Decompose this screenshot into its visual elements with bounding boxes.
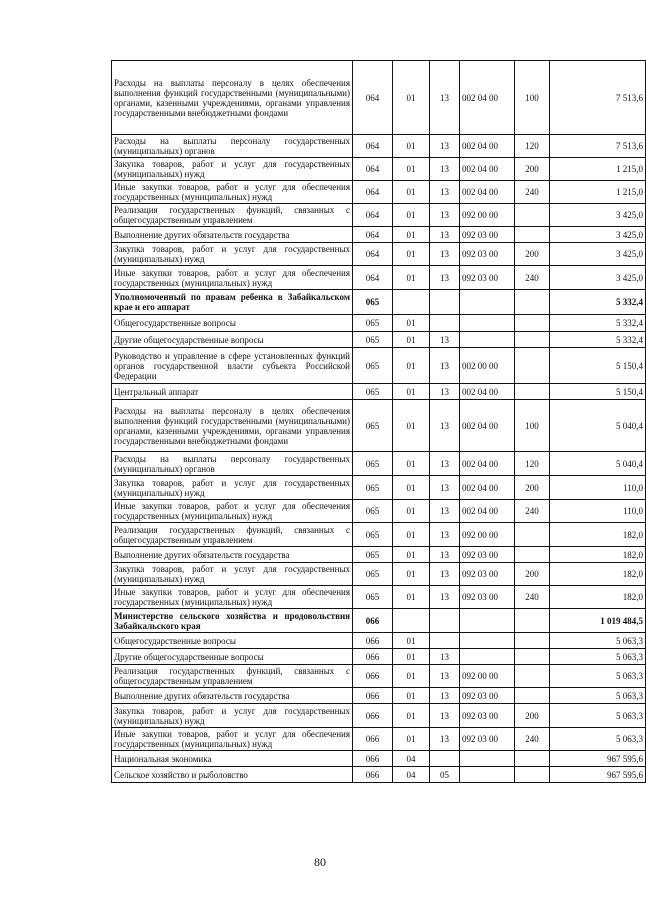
expense-type-cell [515, 290, 550, 315]
ministry-code-cell: 064 [353, 135, 393, 158]
table-row [112, 61, 646, 135]
section-code-cell: 01 [393, 547, 430, 563]
row-name-cell: Иные закупки товаров, работ и услуг для обеспечения государственных (муниципальных) нужд [112, 266, 353, 290]
amount-cell: 967 595,6 [550, 751, 646, 767]
section-code-cell: 01 [393, 665, 430, 688]
subsection-code-cell: 13 [430, 332, 460, 348]
subsection-code-cell: 13 [430, 563, 460, 586]
target-item-cell [460, 767, 515, 783]
amount-cell: 5 063,3 [550, 649, 646, 665]
table-row [112, 384, 646, 400]
target-item-cell: 092 03 00 [460, 243, 515, 266]
row-name-cell: Общегосударственные вопросы [112, 633, 353, 649]
section-code-cell: 01 [393, 400, 430, 452]
amount-cell: 182,0 [550, 523, 646, 547]
subsection-code-cell: 13 [430, 688, 460, 704]
ministry-code-cell: 064 [353, 158, 393, 181]
row-name-cell: Расходы на выплаты персоналу государственных (муниципальных) органов [112, 135, 353, 158]
target-item-cell [460, 315, 515, 332]
target-item-cell [460, 649, 515, 665]
subsection-code-cell: 13 [430, 704, 460, 728]
row-name-cell: Выполнение других обязательств государства [112, 227, 353, 243]
row-name-cell: Выполнение других обязательств государства [112, 688, 353, 704]
section-code-cell: 01 [393, 500, 430, 523]
table-row [112, 688, 646, 704]
target-item-cell: 092 03 00 [460, 704, 515, 728]
subsection-code-cell [430, 315, 460, 332]
section-code-cell [393, 290, 430, 315]
expense-type-cell: 240 [515, 728, 550, 751]
amount-cell: 5 150,4 [550, 348, 646, 384]
target-item-cell: 092 03 00 [460, 688, 515, 704]
amount-cell: 5 332,4 [550, 315, 646, 332]
row-name-cell: Сельское хозяйство и рыболовство [112, 767, 353, 783]
table-row [112, 266, 646, 290]
amount-cell: 5 040,4 [550, 452, 646, 476]
expense-type-cell [515, 315, 550, 332]
subsection-code-cell: 13 [430, 586, 460, 609]
row-name-cell: Реализация государственных функций, связанных с общегосударственным управлением [112, 204, 353, 227]
ministry-code-cell: 066 [353, 609, 393, 633]
expense-type-cell [515, 751, 550, 767]
section-code-cell [393, 609, 430, 633]
row-name-cell: Закупка товаров, работ и услуг для государственных (муниципальных) нужд [112, 563, 353, 586]
ministry-code-cell: 065 [353, 547, 393, 563]
expense-type-cell [515, 547, 550, 563]
target-item-cell: 002 04 00 [460, 61, 515, 135]
target-item-cell [460, 633, 515, 649]
target-item-cell: 002 04 00 [460, 158, 515, 181]
row-name-cell: Выполнение других обязательств государства [112, 547, 353, 563]
ministry-code-cell: 066 [353, 649, 393, 665]
ministry-code-cell: 065 [353, 384, 393, 400]
expense-type-cell [515, 523, 550, 547]
table-row [112, 452, 646, 476]
expense-type-cell: 240 [515, 181, 550, 204]
ministry-code-cell: 065 [353, 315, 393, 332]
ministry-code-cell: 065 [353, 452, 393, 476]
row-name-cell: Центральный аппарат [112, 384, 353, 400]
expense-type-cell: 240 [515, 586, 550, 609]
amount-cell: 5 063,3 [550, 633, 646, 649]
subsection-code-cell: 13 [430, 158, 460, 181]
ministry-code-cell: 065 [353, 290, 393, 315]
amount-cell: 7 513,6 [550, 61, 646, 135]
subsection-code-cell: 13 [430, 665, 460, 688]
table-row [112, 609, 646, 633]
expense-type-cell [515, 348, 550, 384]
subsection-code-cell [430, 751, 460, 767]
target-item-cell: 002 04 00 [460, 452, 515, 476]
amount-cell: 3 425,0 [550, 204, 646, 227]
target-item-cell: 002 04 00 [460, 135, 515, 158]
section-code-cell: 04 [393, 751, 430, 767]
target-item-cell: 092 00 00 [460, 665, 515, 688]
ministry-code-cell: 065 [353, 476, 393, 500]
expense-type-cell [515, 649, 550, 665]
expense-type-cell: 120 [515, 452, 550, 476]
expense-type-cell [515, 332, 550, 348]
subsection-code-cell: 13 [430, 61, 460, 135]
expense-type-cell: 240 [515, 500, 550, 523]
section-code-cell: 01 [393, 384, 430, 400]
ministry-code-cell: 064 [353, 227, 393, 243]
amount-cell: 5 063,3 [550, 688, 646, 704]
section-code-cell: 01 [393, 243, 430, 266]
amount-cell: 1 215,0 [550, 158, 646, 181]
table-row [112, 227, 646, 243]
target-item-cell: 092 03 00 [460, 547, 515, 563]
target-item-cell: 092 00 00 [460, 523, 515, 547]
target-item-cell: 092 03 00 [460, 586, 515, 609]
subsection-code-cell [430, 609, 460, 633]
section-code-cell: 01 [393, 135, 430, 158]
target-item-cell: 002 04 00 [460, 500, 515, 523]
subsection-code-cell: 13 [430, 452, 460, 476]
amount-cell: 182,0 [550, 563, 646, 586]
ministry-code-cell: 065 [353, 586, 393, 609]
section-code-cell: 01 [393, 158, 430, 181]
row-name-cell: Национальная экономика [112, 751, 353, 767]
section-code-cell: 01 [393, 476, 430, 500]
row-name-cell: Другие общегосударственные вопросы [112, 332, 353, 348]
amount-cell: 5 063,3 [550, 665, 646, 688]
expense-type-cell: 200 [515, 476, 550, 500]
subsection-code-cell: 13 [430, 266, 460, 290]
expense-type-cell [515, 688, 550, 704]
subsection-code-cell: 13 [430, 400, 460, 452]
table-row [112, 523, 646, 547]
subsection-code-cell: 13 [430, 547, 460, 563]
row-name-cell: Расходы на выплаты персоналу в целях обеспечения выполнения функций государственными (муниципальными) органами, казенными учреждениями, органами управления государственными внебюджетными фондами [112, 61, 353, 135]
table-row [112, 704, 646, 728]
ministry-code-cell: 066 [353, 688, 393, 704]
subsection-code-cell [430, 633, 460, 649]
target-item-cell [460, 609, 515, 633]
subsection-code-cell: 13 [430, 523, 460, 547]
row-name-cell: Закупка товаров, работ и услуг для государственных (муниципальных) нужд [112, 476, 353, 500]
subsection-code-cell: 13 [430, 204, 460, 227]
table-row [112, 332, 646, 348]
budget-table-body [112, 61, 646, 783]
expense-type-cell [515, 227, 550, 243]
amount-cell: 967 595,6 [550, 767, 646, 783]
section-code-cell: 01 [393, 315, 430, 332]
section-code-cell: 01 [393, 586, 430, 609]
row-name-cell: Закупка товаров, работ и услуг для государственных (муниципальных) нужд [112, 243, 353, 266]
ministry-code-cell: 064 [353, 181, 393, 204]
section-code-cell: 01 [393, 563, 430, 586]
subsection-code-cell [430, 290, 460, 315]
target-item-cell: 092 03 00 [460, 728, 515, 751]
section-code-cell: 01 [393, 688, 430, 704]
ministry-code-cell: 066 [353, 767, 393, 783]
table-row [112, 665, 646, 688]
section-code-cell: 01 [393, 227, 430, 243]
ministry-code-cell: 065 [353, 523, 393, 547]
row-name-cell: Другие общегосударственные вопросы [112, 649, 353, 665]
subsection-code-cell: 13 [430, 181, 460, 204]
row-name-cell: Расходы на выплаты персоналу государственных (муниципальных) органов [112, 452, 353, 476]
subsection-code-cell: 13 [430, 649, 460, 665]
ministry-code-cell: 066 [353, 728, 393, 751]
target-item-cell: 092 03 00 [460, 563, 515, 586]
subsection-code-cell: 05 [430, 767, 460, 783]
ministry-code-cell: 066 [353, 704, 393, 728]
section-code-cell: 01 [393, 348, 430, 384]
target-item-cell [460, 290, 515, 315]
section-code-cell: 01 [393, 649, 430, 665]
target-item-cell [460, 751, 515, 767]
row-name-cell: Расходы на выплаты персоналу в целях обеспечения выполнения функций государственными (муниципальными) органами, казенными учреждениями, органами управления государственными внебюджетными фондами [112, 400, 353, 452]
amount-cell: 5 063,3 [550, 704, 646, 728]
table-row [112, 728, 646, 751]
table-row [112, 243, 646, 266]
row-name-cell: Руководство и управление в сфере установленных функций органов государственной власти субъекта Российской Федерации [112, 348, 353, 384]
target-item-cell: 092 00 00 [460, 204, 515, 227]
table-row [112, 158, 646, 181]
amount-cell: 1 215,0 [550, 181, 646, 204]
target-item-cell: 092 03 00 [460, 227, 515, 243]
ministry-code-cell: 066 [353, 751, 393, 767]
subsection-code-cell: 13 [430, 500, 460, 523]
amount-cell: 7 513,6 [550, 135, 646, 158]
row-name-cell: Министерство сельского хозяйства и продовольствия Забайкальского края [112, 609, 353, 633]
amount-cell: 3 425,0 [550, 243, 646, 266]
expense-type-cell [515, 609, 550, 633]
section-code-cell: 04 [393, 767, 430, 783]
expense-type-cell: 200 [515, 158, 550, 181]
target-item-cell: 092 03 00 [460, 266, 515, 290]
subsection-code-cell: 13 [430, 348, 460, 384]
subsection-code-cell: 13 [430, 384, 460, 400]
amount-cell: 5 150,4 [550, 384, 646, 400]
page-number: 80 [314, 855, 326, 869]
subsection-code-cell: 13 [430, 227, 460, 243]
ministry-code-cell: 065 [353, 563, 393, 586]
table-row [112, 649, 646, 665]
target-item-cell [460, 332, 515, 348]
section-code-cell: 01 [393, 332, 430, 348]
table-row [112, 751, 646, 767]
ministry-code-cell: 065 [353, 332, 393, 348]
section-code-cell: 01 [393, 61, 430, 135]
section-code-cell: 01 [393, 266, 430, 290]
target-item-cell: 002 00 00 [460, 348, 515, 384]
row-name-cell: Иные закупки товаров, работ и услуг для обеспечения государственных (муниципальных) нужд [112, 586, 353, 609]
ministry-code-cell: 066 [353, 665, 393, 688]
subsection-code-cell: 13 [430, 135, 460, 158]
expense-type-cell: 100 [515, 61, 550, 135]
section-code-cell: 01 [393, 728, 430, 751]
section-code-cell: 01 [393, 704, 430, 728]
expense-type-cell [515, 633, 550, 649]
expense-type-cell: 200 [515, 243, 550, 266]
expense-type-cell [515, 665, 550, 688]
section-code-cell: 01 [393, 452, 430, 476]
budget-table [111, 60, 646, 783]
table-row [112, 547, 646, 563]
table-row [112, 476, 646, 500]
amount-cell: 5 063,3 [550, 728, 646, 751]
table-row [112, 181, 646, 204]
amount-cell: 3 425,0 [550, 266, 646, 290]
expense-type-cell: 100 [515, 400, 550, 452]
section-code-cell: 01 [393, 204, 430, 227]
target-item-cell: 002 04 00 [460, 400, 515, 452]
amount-cell: 110,0 [550, 500, 646, 523]
amount-cell: 110,0 [550, 476, 646, 500]
row-name-cell: Иные закупки товаров, работ и услуг для обеспечения государственных (муниципальных) нужд [112, 500, 353, 523]
section-code-cell: 01 [393, 523, 430, 547]
amount-cell: 5 040,4 [550, 400, 646, 452]
expense-type-cell: 200 [515, 563, 550, 586]
amount-cell: 182,0 [550, 586, 646, 609]
row-name-cell: Иные закупки товаров, работ и услуг для обеспечения государственных (муниципальных) нужд [112, 728, 353, 751]
row-name-cell: Закупка товаров, работ и услуг для государственных (муниципальных) нужд [112, 704, 353, 728]
subsection-code-cell: 13 [430, 728, 460, 751]
amount-cell: 5 332,4 [550, 332, 646, 348]
expense-type-cell [515, 767, 550, 783]
expense-type-cell [515, 384, 550, 400]
table-row [112, 500, 646, 523]
table-row [112, 315, 646, 332]
table-row [112, 563, 646, 586]
section-code-cell: 01 [393, 633, 430, 649]
row-name-cell: Иные закупки товаров, работ и услуг для обеспечения государственных (муниципальных) нужд [112, 181, 353, 204]
table-row [112, 586, 646, 609]
table-row [112, 348, 646, 384]
target-item-cell: 002 04 00 [460, 181, 515, 204]
table-row [112, 204, 646, 227]
amount-cell: 1 019 484,5 [550, 609, 646, 633]
table-row [112, 400, 646, 452]
ministry-code-cell: 064 [353, 243, 393, 266]
target-item-cell: 002 04 00 [460, 384, 515, 400]
subsection-code-cell: 13 [430, 243, 460, 266]
table-row [112, 767, 646, 783]
row-name-cell: Общегосударственные вопросы [112, 315, 353, 332]
amount-cell: 5 332,4 [550, 290, 646, 315]
target-item-cell: 002 04 00 [460, 476, 515, 500]
row-name-cell: Уполномоченный по правам ребенка в Забайкальском крае и его аппарат [112, 290, 353, 315]
expense-type-cell: 200 [515, 704, 550, 728]
ministry-code-cell: 064 [353, 61, 393, 135]
expense-type-cell [515, 204, 550, 227]
ministry-code-cell: 066 [353, 633, 393, 649]
table-row [112, 290, 646, 315]
expense-type-cell: 120 [515, 135, 550, 158]
subsection-code-cell: 13 [430, 476, 460, 500]
row-name-cell: Закупка товаров, работ и услуг для государственных (муниципальных) нужд [112, 158, 353, 181]
expense-type-cell: 240 [515, 266, 550, 290]
table-row [112, 135, 646, 158]
row-name-cell: Реализация государственных функций, связанных с общегосударственным управлением [112, 665, 353, 688]
ministry-code-cell: 065 [353, 400, 393, 452]
ministry-code-cell: 064 [353, 204, 393, 227]
table-row [112, 633, 646, 649]
section-code-cell: 01 [393, 181, 430, 204]
ministry-code-cell: 065 [353, 500, 393, 523]
ministry-code-cell: 064 [353, 266, 393, 290]
row-name-cell: Реализация государственных функций, связанных с общегосударственным управлением [112, 523, 353, 547]
amount-cell: 3 425,0 [550, 227, 646, 243]
amount-cell: 182,0 [550, 547, 646, 563]
ministry-code-cell: 065 [353, 348, 393, 384]
